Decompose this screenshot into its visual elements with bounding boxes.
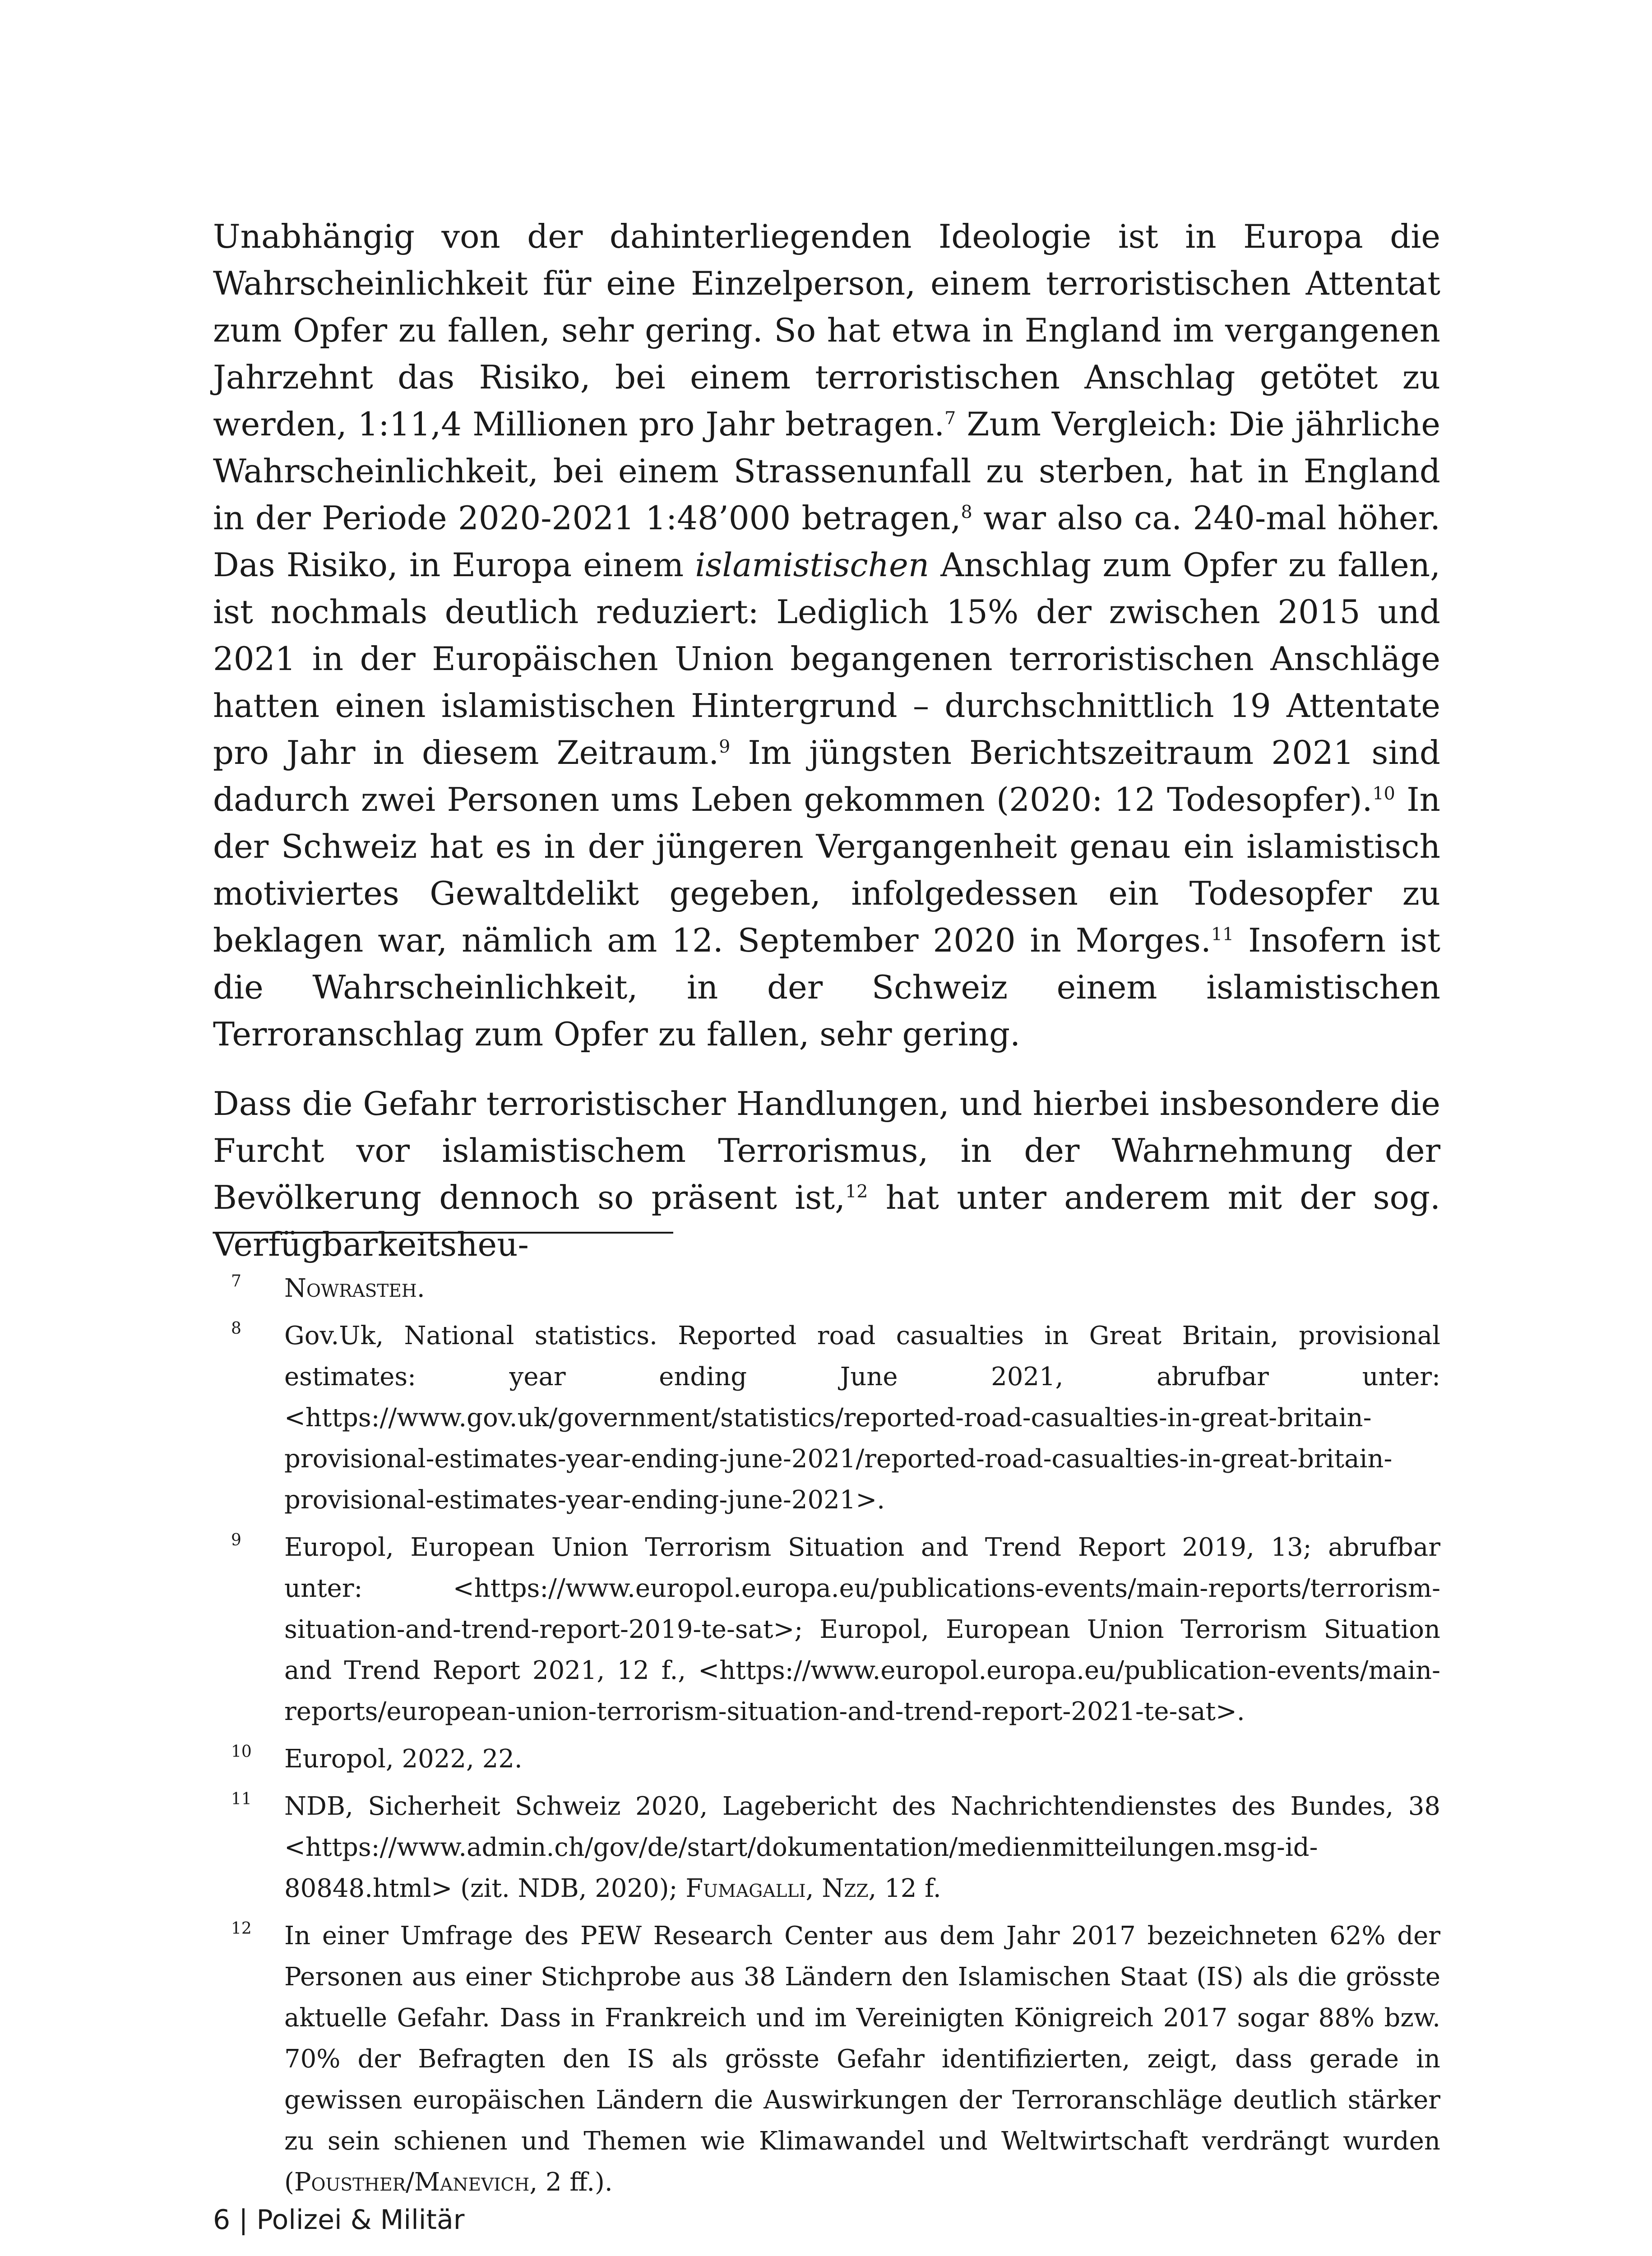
text-run: hat unter anderem mit der sog. Verfügbarkeitsheu- — [213, 1179, 1440, 1263]
footnote-ref: 8 — [961, 502, 972, 522]
author-name: Nowrasteh — [284, 1274, 417, 1303]
text-run: Anschlag zum Opfer zu fallen, ist nochmals deutlich reduziert: Lediglich 15% der zwischen 2015 und 2021 in der Europäischen Union begangenen terroristischen Anschläge hatten einen islamistischen Hintergrund – durchschnittlich 19 Attentate pro Jahr in diesem Zeitraum. — [213, 546, 1440, 772]
main-text — [213, 213, 1440, 1290]
text-run: In der Schweiz hat es in der jüngeren Vergangenheit genau ein islamistisch motiviertes Gewaltdelikt gegeben, infolgedessen ein Todesopfer zu beklagen war, nämlich am 12. September 2020 in Morges. — [213, 781, 1441, 959]
text-run: Unabhängig von der dahinterliegenden Ideologie ist in Europa die Wahrscheinlichkeit für eine Einzelperson, einem terroristischen Attentat zum Opfer zu fallen, sehr gering. So hat etwa in England im vergangenen Jahrzehnt das Risiko, bei einem terroristischen Anschlag getötet zu werden, 1:11,4 Millionen pro Jahr betragen. — [213, 217, 1440, 443]
footnote-ref: 10 — [1372, 783, 1395, 804]
footnote — [213, 1527, 1440, 1732]
footnote — [213, 1786, 1440, 1909]
footnote-number: 11 — [231, 1790, 252, 1808]
author-name: Fumagalli — [685, 1874, 806, 1903]
footnote-ref: 9 — [719, 736, 731, 757]
text-run: Europol, European Union Terrorism Situation and Trend Report 2019, 13; abrufbar unter: <https://www.europol.europa.eu/publications-events/main-reports/terrorism-situation-and-trend-report-2019-te-sat>; Europol, European Union Terrorism Situation and Trend Report 2021, 12 f., <https://www.europol.europa.eu/publication-events/main-reports/european-union-terrorism-situation-and-trend-report-2021-te-sat>. — [284, 1533, 1440, 1726]
footnote-ref: 7 — [944, 408, 956, 429]
emphasis-text: islamistischen — [695, 546, 930, 584]
footnote-ref: 11 — [1211, 924, 1234, 945]
footnote-text — [284, 1315, 1440, 1521]
footnote-text — [284, 1738, 1440, 1780]
text-run: Im jüngsten Berichtszeitraum 2021 sind dadurch zwei Personen ums Leben gekommen (2020: 12 Todesopfer). — [213, 734, 1440, 818]
footnote-ref: 12 — [845, 1181, 868, 1202]
footnote-number: 10 — [231, 1743, 252, 1761]
text-run: Europol, 2022, 22. — [284, 1744, 523, 1774]
footnote — [213, 1315, 1440, 1521]
author-name: Pousther — [294, 2168, 406, 2197]
text-run: In einer Umfrage des PEW Research Center aus dem Jahr 2017 bezeichneten 62% der Personen aus einer Stichprobe aus 38 Ländern den Islamischen Staat (IS) als die grösste aktuelle Gefahr. Dass in Frankreich und im Vereinigten Königreich 2017 sogar 88% bzw. 70% der Befragten den IS als grösste Gefahr identifizierten, zeigt, dass gerade in gewissen europäischen Ländern die Auswirkungen der Terroranschläge deutlich stärker zu sein schienen und Themen wie Klimawandel und Weltwirtschaft verdrängt wurden ( — [284, 1921, 1440, 2197]
text-run: Zum Vergleich: Die jährliche Wahrscheinlichkeit, bei einem Strassenunfall zu sterben, hat in England in der Periode 2020-2021 1:48’000 betragen, — [213, 405, 1440, 537]
text-run: Gov.Uk, National statistics. Reported road casualties in Great Britain, provisional estimates: year ending June 2021, abrufbar unter: <https://www.gov.uk/government/statistics/reported-road-casualties-in-great-britain-provisional-estimates-year-ending-june-2021/reported-road-casualties-in-great-britain-provisional-estimates-year-ending-june-2021>. — [284, 1321, 1440, 1515]
footnotes — [213, 1268, 1440, 2209]
footnote — [213, 1268, 1440, 1309]
footnote-text — [284, 1527, 1440, 1732]
footnote-text — [284, 1786, 1440, 1909]
text-run: / — [405, 2168, 414, 2197]
footnote-divider — [213, 1232, 673, 1234]
footnote-number: 9 — [231, 1531, 241, 1549]
text-run: Dass die Gefahr terroristischer Handlungen, und hierbei insbesondere die Furcht vor islamistischem Terrorismus, in der Wahrnehmung der Bevölkerung dennoch so präsent ist, — [213, 1085, 1440, 1216]
footnote — [213, 1915, 1440, 2203]
paragraph — [213, 1080, 1440, 1268]
footnote — [213, 1738, 1440, 1780]
footnote-number: 7 — [231, 1272, 241, 1290]
page-footer: 6 | Polizei & Militär — [213, 2204, 465, 2236]
text-run: war also ca. 240-mal höher. Das Risiko, in Europa einem — [213, 499, 1440, 584]
footnote-number: 12 — [231, 1919, 252, 1938]
text-run: , 2 ff.). — [529, 2168, 613, 2197]
text-run: NDB, Sicherheit Schweiz 2020, Lagebericht des Nachrichtendienstes des Bundes, 38 <https://www.admin.ch/gov/de/start/dokumentation/medienmitteilungen.msg-id-80848.html> (zit. NDB, 2020); — [284, 1792, 1440, 1903]
footnote-text — [284, 1915, 1440, 2203]
author-name: Manevich — [414, 2168, 530, 2197]
paragraph — [213, 213, 1440, 1058]
text-run: Insofern ist die Wahrscheinlichkeit, in der Schweiz einem islamistischen Terroranschlag zum Opfer zu fallen, sehr gering. — [213, 921, 1441, 1053]
text-run: , 12 f. — [868, 1874, 941, 1903]
footnote-number: 8 — [231, 1319, 241, 1338]
author-name: Nzz — [822, 1874, 869, 1903]
text-run: , — [805, 1874, 822, 1903]
footnote-text — [284, 1268, 1440, 1309]
text-run: . — [416, 1274, 425, 1303]
